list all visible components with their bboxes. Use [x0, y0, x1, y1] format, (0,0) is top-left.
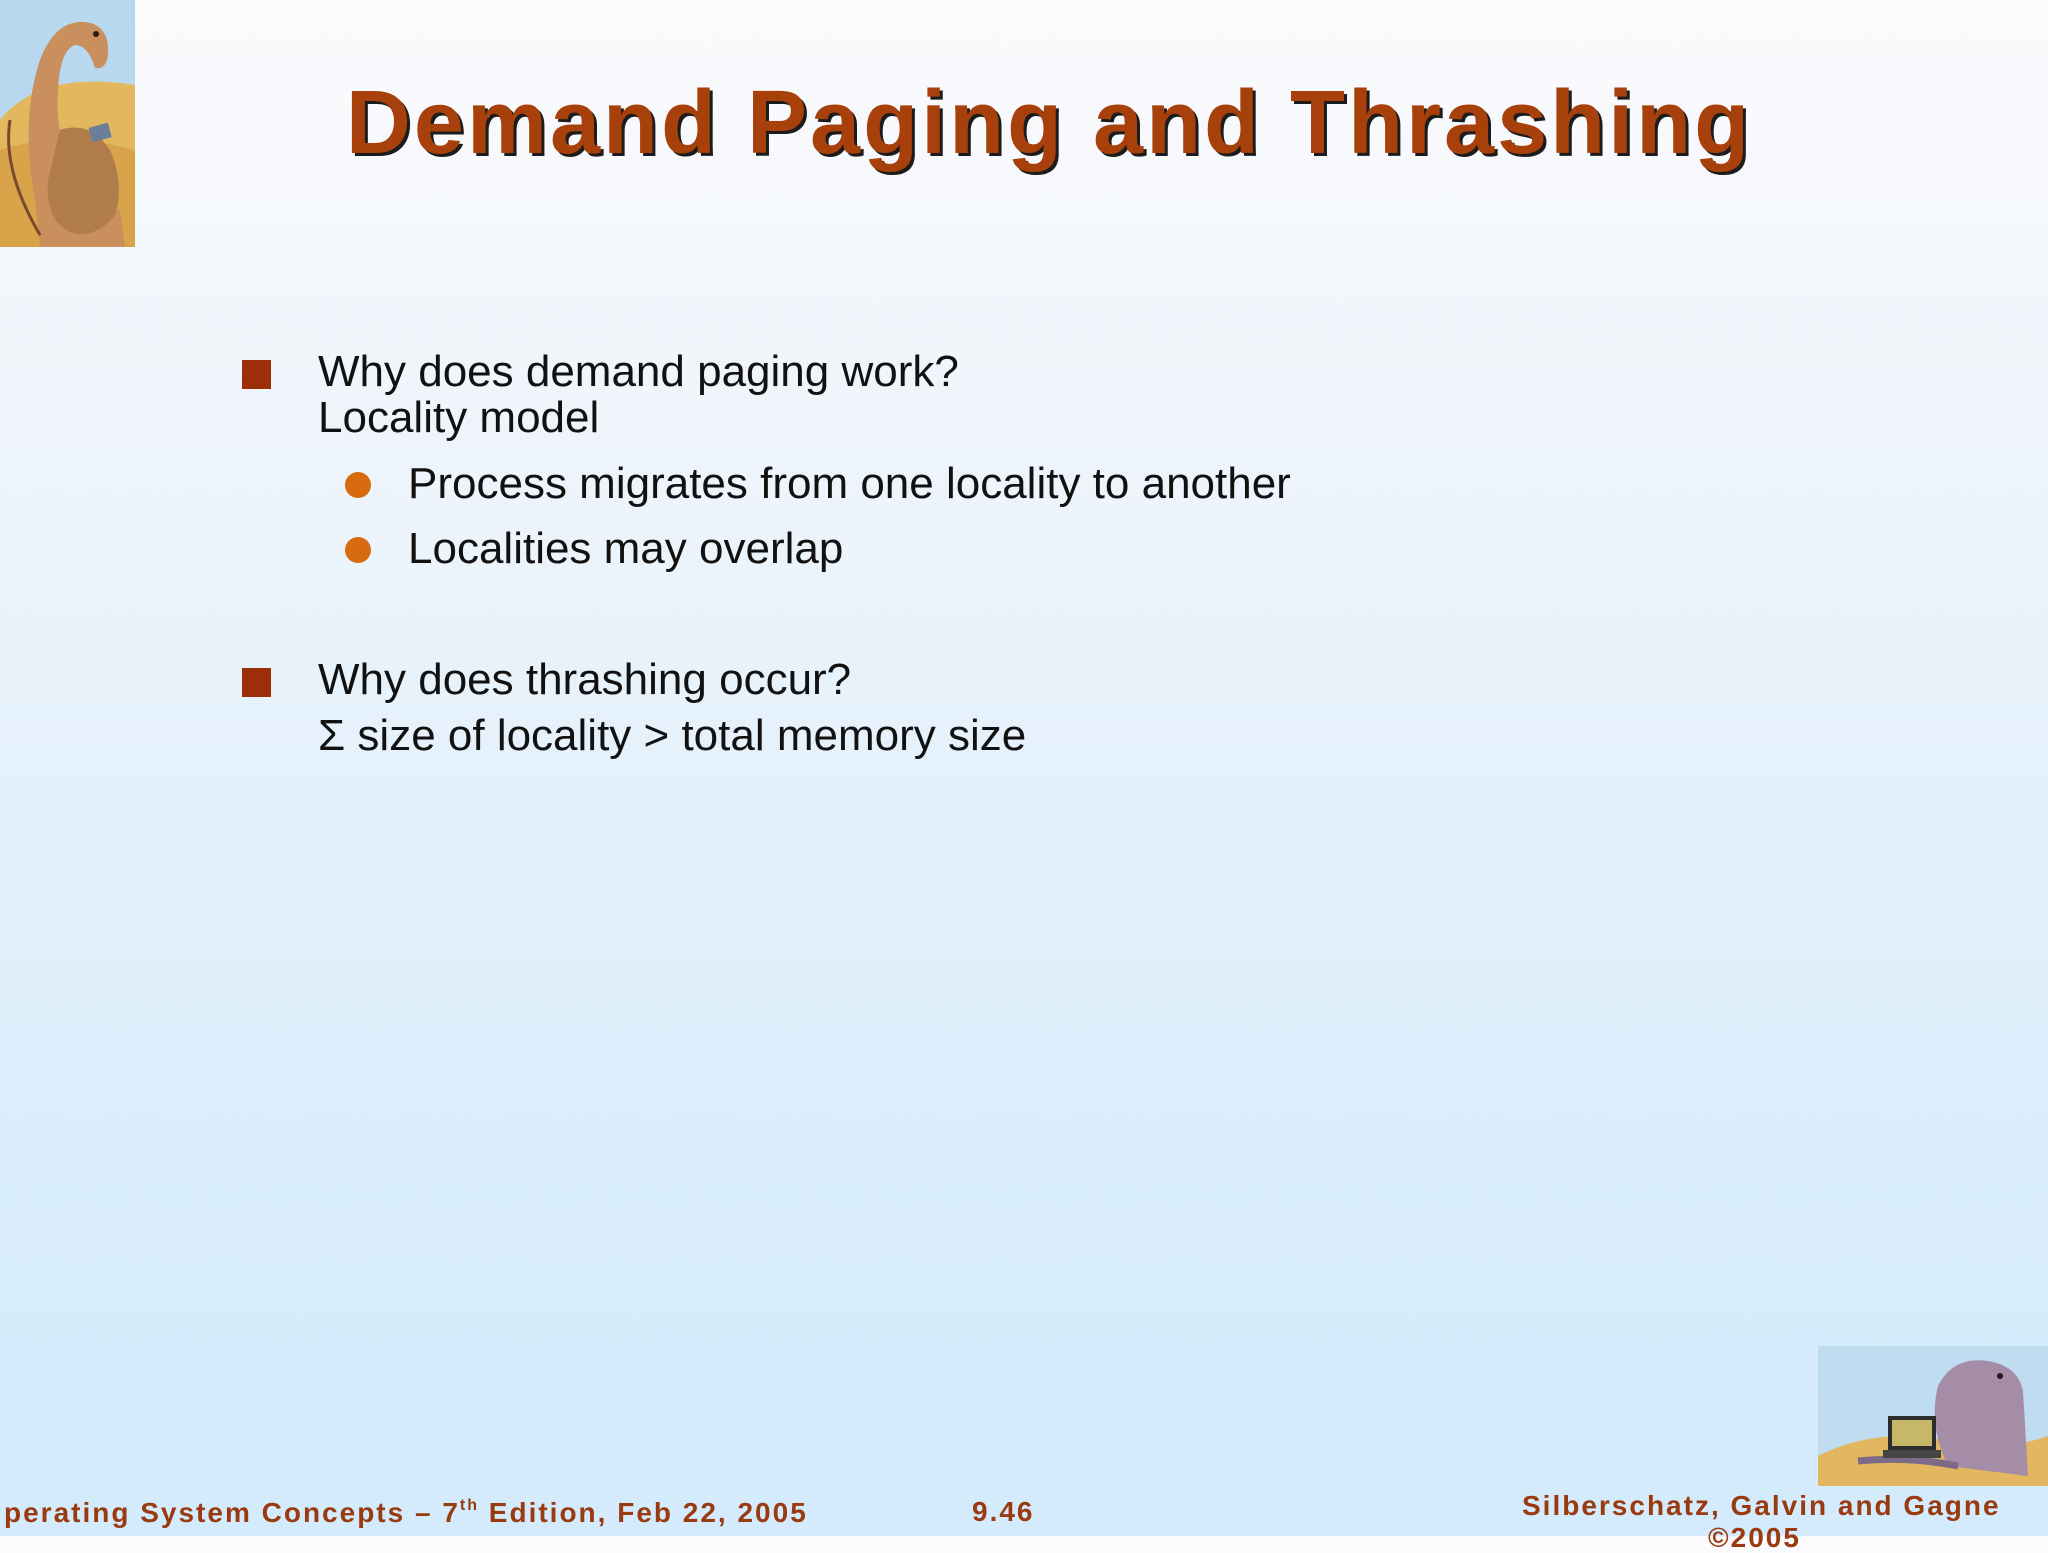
footer-book-title — [4, 1498, 808, 1527]
bullet-2-line-2: Σ size of locality > total memory size — [318, 711, 1027, 760]
slide-title: Demand Paging and Thrashing — [345, 73, 1753, 173]
bullet-dot-icon — [345, 537, 371, 563]
sub-bullet-1: Process migrates from one locality to another — [408, 459, 1291, 508]
page-number: 9.46 — [972, 1496, 1035, 1527]
bullet-1-line-1: Why does demand paging work? — [318, 347, 959, 396]
sub-bullet-2: Localities may overlap — [408, 524, 844, 573]
footer-copyright: ©2005 — [1708, 1522, 1801, 1553]
footer-authors: Silberschatz, Galvin and Gagne — [1522, 1490, 2001, 1521]
footer-title-prefix: perating System Concepts – 7 — [4, 1497, 460, 1528]
bullet-dot-icon — [345, 472, 371, 498]
dinosaur-laptop-illustration — [1818, 1346, 2048, 1486]
bullet-2-line-1: Why does thrashing occur? — [318, 655, 852, 704]
bullet-square-icon — [242, 360, 271, 389]
bullet-square-icon — [242, 668, 271, 697]
bullet-1-line-2: Locality model — [318, 393, 600, 442]
footer-title-suffix: Edition, Feb 22, 2005 — [479, 1497, 808, 1528]
footer-title-superscript: th — [459, 1497, 480, 1514]
